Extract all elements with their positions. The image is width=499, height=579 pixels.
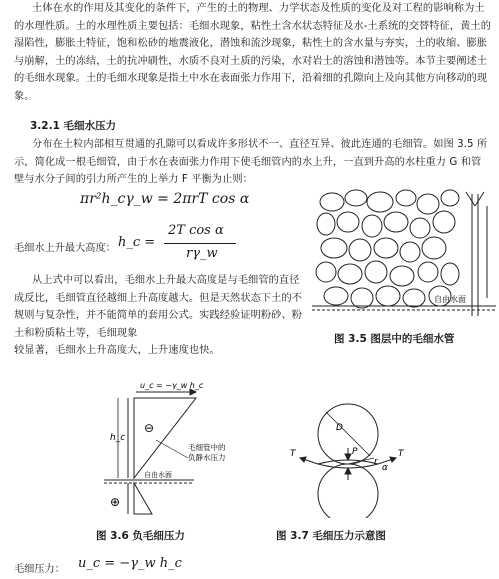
free-water-label: 自由水面 (434, 295, 466, 304)
equation-numerator: 2T cos α (168, 223, 224, 238)
fraction-line (164, 243, 236, 244)
conclusion-line: 从上式中可以看出，毛细水上升最大高度是与毛细管的直径 (32, 275, 300, 286)
section-line: 分布在土粒内部相互贯通的孔隙可以看成许多形状不一、直径互异、彼此连通的毛细管。如图 3.5 所 (32, 139, 488, 150)
free-water-label: 自由水面 (144, 471, 172, 479)
section-heading: 3.2.1 毛细水压力 (30, 120, 117, 132)
pressure-triangle (134, 398, 196, 478)
soil-grains (316, 190, 459, 308)
t-label: T (290, 449, 296, 459)
pressure-top-label: u_c = −γ_w h_c (140, 381, 204, 390)
conclusion-line: 规则与复杂性，并不能简单的套用公式。实践经验证明粉砂、粉 (14, 310, 303, 322)
conclusion-line: 土和粉质粘土等，毛细现象 (14, 327, 138, 339)
lower-tube (128, 483, 134, 514)
equation-force-balance: πr²h_cγ_w = 2πrT cos α (80, 191, 250, 207)
conclusion-paragraph (14, 272, 314, 360)
section-line: 示，简化成一根毛细管，由于水在表面张力作用下使毛细管内的水上升，一直到升高的水柱重力 G 和管 (14, 156, 482, 168)
note-leader (156, 440, 188, 458)
note-line: 负静水压力 (188, 453, 226, 462)
intro-paragraph (14, 0, 491, 106)
equation-label: 毛细水上升最大高度： (14, 243, 116, 254)
p-label: P (352, 447, 358, 457)
intro-line: 的毛细水现象。土的毛细水现象是指土中水在表面张力作用下，沿着细的孔隙向上及向其他方向移动的现 (14, 73, 488, 85)
intro-line: 土体在水的作用及其变化的条件下，产生的土的物理、力学状态及性质的变化及对工程的影响称为土 (32, 3, 485, 14)
radius-line (348, 458, 374, 464)
conclusion-line: 较显著，毛细水上升高度大，上升速度也快。 (14, 345, 220, 357)
hc-label: h_c (110, 433, 126, 443)
intro-line: 的水理性质。土的水理性质主要包括：毛细水现象，粘性土含水状态特征及水-土系统的交替特征，黄土的 (14, 20, 491, 32)
t-label: T (398, 449, 404, 459)
intro-line: 与崩解，土的冻结，土的抗冲刷性，水质不良对土质的污染，水对岩土的溶蚀和潜蚀等。本节主要阐述土 (14, 55, 488, 67)
capillary-tube (128, 398, 134, 478)
equation-denominator: rγ_w (186, 246, 218, 261)
figure-3-7 (278, 398, 418, 518)
note-line: 毛细管中的 (188, 443, 226, 452)
intro-line: 湿陷性，膨胀土特征，饱和松砂的地震液化，潜蚀和流沙现象，粘性土的含水量与夯实，土的收缩、膨胀 (14, 38, 488, 50)
plus-sign: ⊕ (110, 495, 121, 509)
equation-lhs: h_c = (118, 235, 156, 250)
r-label: r (374, 457, 378, 467)
free-water-surface (104, 480, 194, 483)
section-paragraph (14, 136, 488, 189)
final-formula: u_c = −γ_w h_c (78, 556, 182, 571)
capillary-tube (466, 192, 487, 316)
intro-line: 象。 (14, 90, 35, 102)
section-line: 壁与水分子间的引力所产生的上举力 F 平衡为止则： (14, 174, 253, 186)
alpha-label: α (382, 463, 388, 473)
figure-3-7-caption: 图 3.7 毛细压力示意图 (276, 530, 386, 542)
final-formula-label: 毛细压力： (14, 564, 65, 575)
figure-3-6-caption: 图 3.6 负毛细压力 (96, 530, 185, 542)
plus-triangle (134, 483, 152, 514)
figure-3-5 (312, 188, 496, 326)
d-label: D (336, 423, 343, 433)
figure-3-6 (104, 378, 254, 518)
conclusion-line: 成反比，毛细管直径越细上升高度越大。但是天然状态下土的不 (14, 292, 303, 304)
minus-sign: ⊖ (144, 421, 155, 435)
figure-3-5-caption: 图 3.5 图层中的毛细水管 (334, 333, 455, 345)
free-water-surface (312, 306, 496, 310)
